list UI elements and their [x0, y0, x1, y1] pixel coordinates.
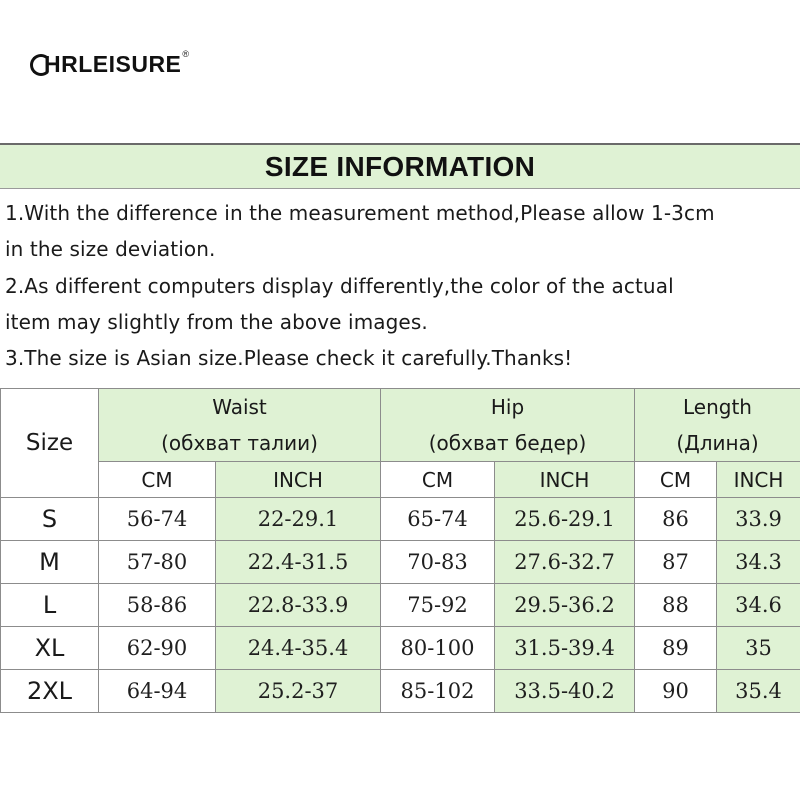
size-information-panel: [0, 143, 800, 711]
hip-cm-cell: 80-100: [381, 627, 495, 670]
size-table: [0, 388, 800, 713]
waist-cm-cell: 62-90: [99, 627, 216, 670]
waist-inch-cell: 22.8-33.9: [216, 584, 381, 627]
note-line: 3.The size is Asian size.Please check it carefully.Thanks!: [5, 346, 573, 370]
group-name: Hip: [490, 395, 525, 419]
length-cm-cell: 88: [635, 584, 717, 627]
size-cell: S: [1, 498, 99, 541]
waist-inch-cell: 22.4-31.5: [216, 541, 381, 584]
brand-logo: [30, 44, 189, 84]
hip-inch-cell: 33.5-40.2: [495, 670, 635, 713]
group-subtitle: (обхват бедер): [428, 431, 587, 455]
hip-inch-cell: 29.5-36.2: [495, 584, 635, 627]
unit-header: CM: [99, 462, 216, 498]
length-cm-cell: 89: [635, 627, 717, 670]
table-unit-row: [1, 462, 800, 498]
hip-inch-cell: 27.6-32.7: [495, 541, 635, 584]
hip-inch-cell: 31.5-39.4: [495, 627, 635, 670]
logo-text: HRLEISURE: [44, 50, 182, 77]
size-column-header: Size: [1, 389, 99, 498]
unit-header: INCH: [495, 462, 635, 498]
notes-section: [0, 189, 800, 388]
unit-header: INCH: [717, 462, 800, 498]
length-header: [635, 389, 800, 462]
hip-cm-cell: 70-83: [381, 541, 495, 584]
table-row: [1, 498, 800, 541]
length-inch-cell: 35: [717, 627, 800, 670]
note-line: 1.With the difference in the measurement method,Please allow 1-3cm: [5, 201, 715, 225]
note-line: 2.As different computers display differently,the color of the actual: [5, 274, 674, 298]
group-name: Waist: [212, 395, 267, 419]
size-cell: 2XL: [1, 670, 99, 713]
length-inch-cell: 33.9: [717, 498, 800, 541]
waist-inch-cell: 24.4-35.4: [216, 627, 381, 670]
size-cell: L: [1, 584, 99, 627]
group-subtitle: (обхват талии): [161, 431, 318, 455]
hip-inch-cell: 25.6-29.1: [495, 498, 635, 541]
size-cell: M: [1, 541, 99, 584]
table-row: [1, 584, 800, 627]
length-inch-cell: 34.6: [717, 584, 800, 627]
hip-cm-cell: 65-74: [381, 498, 495, 541]
waist-cm-cell: 58-86: [99, 584, 216, 627]
table-row: [1, 627, 800, 670]
size-cell: XL: [1, 627, 99, 670]
length-inch-cell: 34.3: [717, 541, 800, 584]
unit-header: CM: [635, 462, 717, 498]
unit-header: INCH: [216, 462, 381, 498]
length-cm-cell: 86: [635, 498, 717, 541]
page-title: SIZE INFORMATION: [264, 150, 536, 182]
waist-cm-cell: 57-80: [99, 541, 216, 584]
unit-header: CM: [381, 462, 495, 498]
note-line: in the size deviation.: [5, 237, 216, 261]
length-cm-cell: 90: [635, 670, 717, 713]
length-cm-cell: 87: [635, 541, 717, 584]
hip-cm-cell: 85-102: [381, 670, 495, 713]
table-row: [1, 670, 800, 713]
hip-cm-cell: 75-92: [381, 584, 495, 627]
waist-inch-cell: 22-29.1: [216, 498, 381, 541]
hip-header: [381, 389, 635, 462]
length-inch-cell: 35.4: [717, 670, 800, 713]
table-row: [1, 541, 800, 584]
waist-cm-cell: 56-74: [99, 498, 216, 541]
waist-header: [99, 389, 381, 462]
table-header-row: [1, 389, 800, 462]
waist-inch-cell: 25.2-37: [216, 670, 381, 713]
group-subtitle: (Длина): [676, 431, 759, 455]
registered-mark: ®: [182, 49, 190, 59]
waist-cm-cell: 64-94: [99, 670, 216, 713]
group-name: Length: [683, 395, 752, 419]
title-bar: [0, 143, 800, 189]
note-line: item may slightly from the above images.: [5, 310, 428, 334]
